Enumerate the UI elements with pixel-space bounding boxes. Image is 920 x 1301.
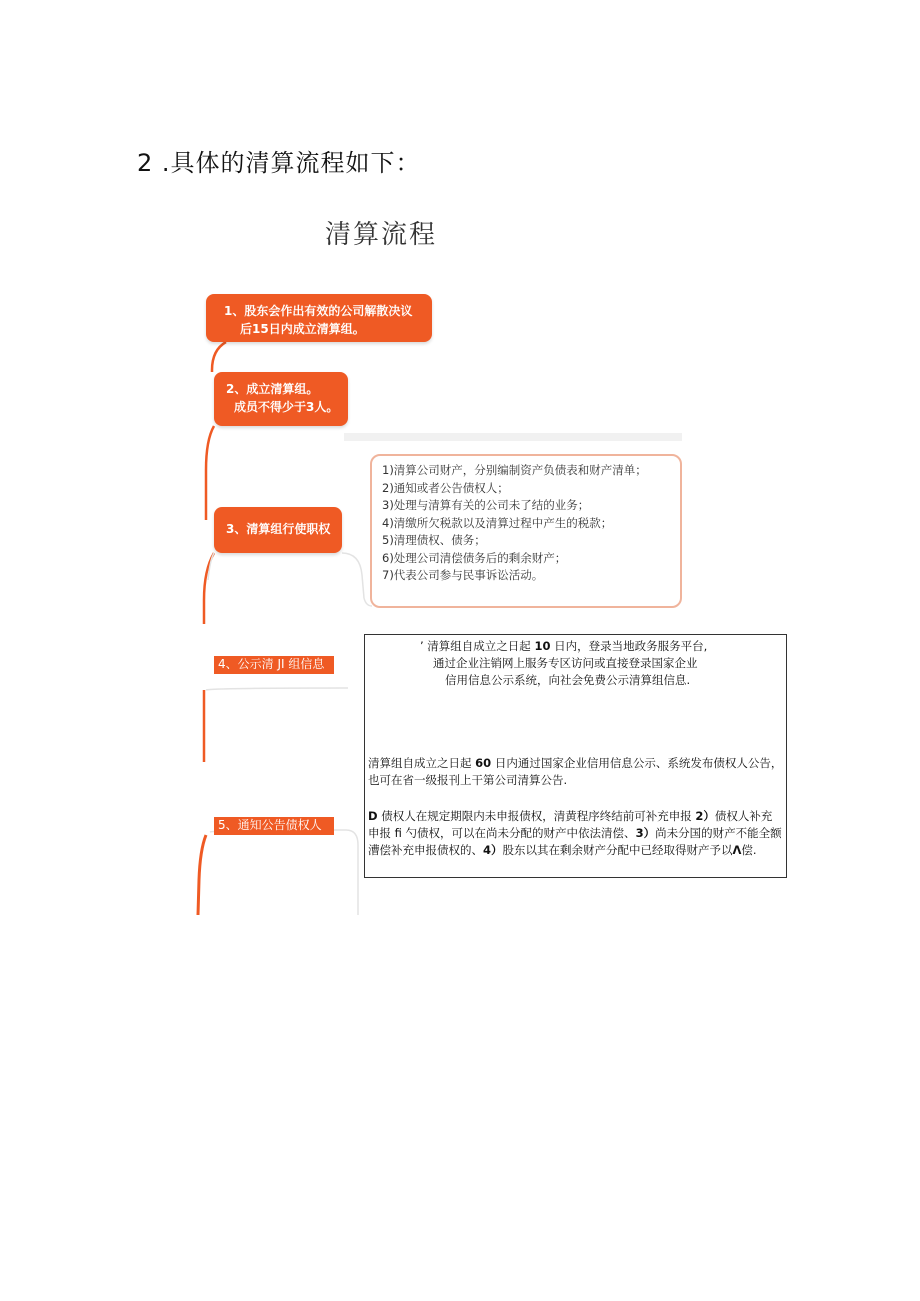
text-span: 尚未分国的财产不能全额漕偿补充申报债权的、 <box>368 826 782 857</box>
info-paragraph-3 <box>368 808 783 859</box>
text-span: 日内通过国家企业信用信息公示、系统发布债权人公告，也可在省一级报刊上干第公司清算公告. <box>368 756 783 787</box>
branch-step3 <box>342 553 372 606</box>
text-span: 债权人补充申报 fi 勺债权，可以在尚未分配的财产中依法清偿、 <box>368 809 773 840</box>
power-item: 5)清理债权、债务； <box>382 533 486 547</box>
step2-box <box>214 372 348 426</box>
power-item: 7)代表公司参与民事诉讼活动。 <box>382 568 544 582</box>
step2-line1: 2、成立清算组。 <box>226 382 319 396</box>
number: 60 <box>475 756 492 770</box>
trunk-line-2 <box>206 426 214 520</box>
text-span: ’ 清算组自成立之日起 <box>420 639 535 653</box>
power-item: 6)处理公司清偿债务后的剩余财产； <box>382 550 567 565</box>
text-span: 股东以其在剩余财产分配中已经取得财产予以 <box>502 843 733 857</box>
text-span: 清算组自成立之日起 <box>368 756 476 770</box>
marker: 4） <box>483 843 503 857</box>
marker: D <box>368 809 378 823</box>
text-span: 债权人在规定期限内未申报债权，清黄程序终结前可补充申报 <box>377 809 696 823</box>
step2-line2: 成员不得少于3人。 <box>234 400 339 414</box>
power-item: 3)处理与清算有关的公司未了结的业务； <box>382 498 590 512</box>
step1-box <box>206 294 432 342</box>
marker: 2） <box>695 809 715 823</box>
text-span: 偿. <box>741 843 757 857</box>
power-item: 2)通知或者公告债权人； <box>382 480 509 495</box>
marker: 3） <box>635 826 656 840</box>
step4-label: 4、公示清 JI 组信息 <box>214 656 334 674</box>
diagram-title: 清算流程 <box>325 220 438 250</box>
step1-line2: 后15日内成立清算组。 <box>240 322 365 336</box>
trunk-line-3 <box>204 553 214 624</box>
power-item: 4)清缴所欠税款以及清算过程中产生的税款； <box>382 515 613 530</box>
panel-shadow <box>344 433 682 441</box>
trunk-line-5 <box>198 835 206 915</box>
branch-step5 <box>210 830 358 915</box>
section-heading: 2 .具体的清算流程如下： <box>137 149 421 177</box>
power-item: 1)清算公司财产，分别编制资产负债表和财产清单； <box>382 463 647 477</box>
step1-line1: 1、股东会作出有效的公司解散决议 <box>224 304 413 318</box>
step3-box: 3、清算组行使职权 <box>214 507 342 553</box>
number: 10 <box>534 639 551 653</box>
info-paragraph-2 <box>368 755 783 789</box>
step5-label: 5、通知公告债权人 <box>214 817 334 835</box>
marker: Λ <box>732 843 742 857</box>
info-line <box>420 638 780 655</box>
info-box <box>364 634 787 878</box>
branch-step4 <box>206 688 348 690</box>
info-line: 通过企业注销网上服务专区访问或直接登录国家企业 <box>433 656 698 670</box>
text-span: 日内，登录当地政务服务平台, <box>550 639 708 653</box>
powers-panel <box>370 454 682 608</box>
info-paragraph-1 <box>420 638 780 689</box>
info-line: 信用信息公示系统，向社会免费公示清算组信息. <box>445 673 691 687</box>
trunk-line <box>212 342 226 372</box>
